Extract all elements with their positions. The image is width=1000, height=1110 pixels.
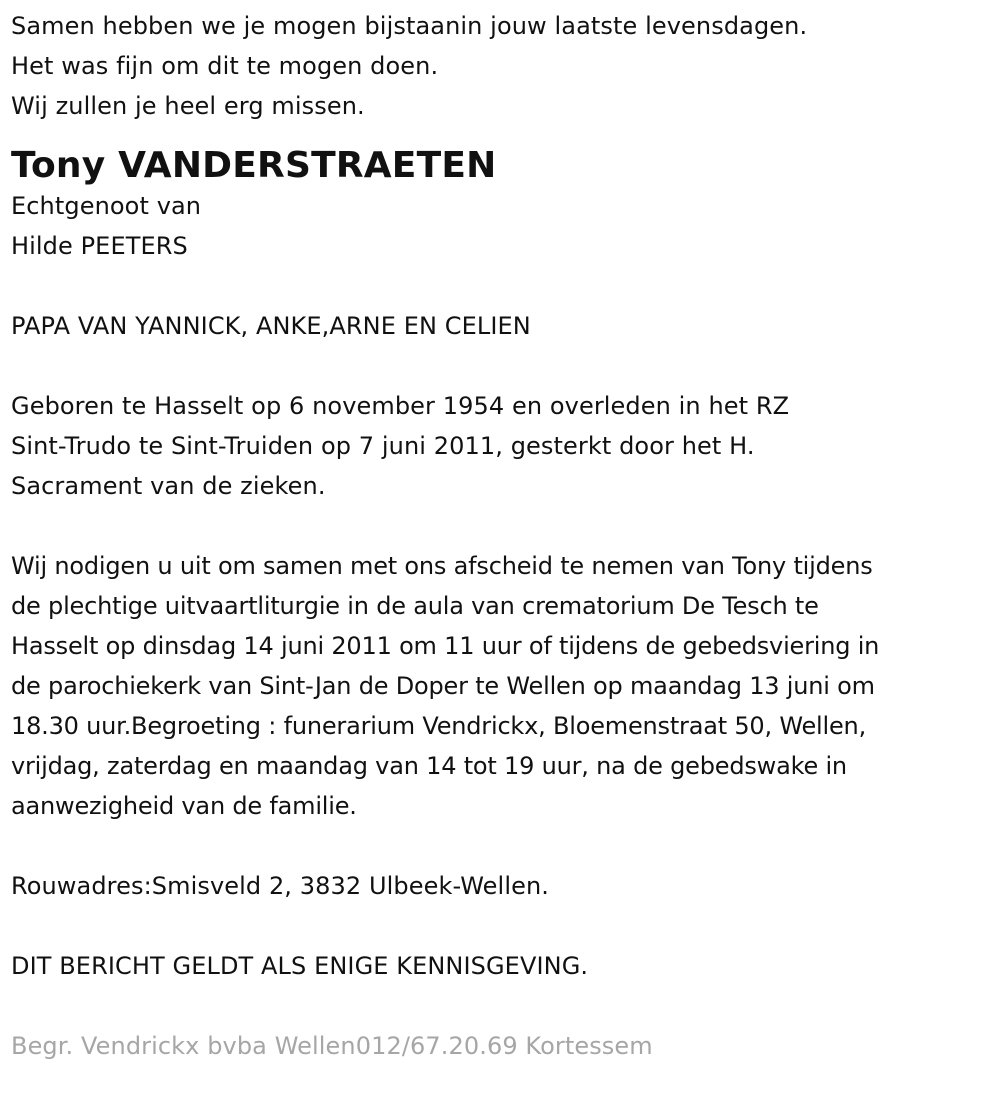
intro-line-3: Wij zullen je heel erg missen. <box>11 92 365 120</box>
birth-death-line-2: Sint-Trudo te Sint-Truiden op 7 juni 2011, gesterkt door het H. <box>11 432 755 460</box>
spacer <box>11 266 996 306</box>
relation-line-2: Hilde PEETERS <box>11 232 188 260</box>
funeral-line-6: vrijdag, zaterdag en maandag van 14 tot 19 uur, na de gebedswake in <box>11 752 847 780</box>
deceased-name: Tony VANDERSTRAETEN <box>11 145 497 186</box>
birth-death-line-3: Sacrament van de zieken. <box>11 472 326 500</box>
funeral-line-4: de parochiekerk van Sint-Jan de Doper te Wellen op maandag 13 juni om <box>11 672 875 700</box>
spacer <box>11 346 996 386</box>
funeral-line-5: 18.30 uur.Begroeting : funerarium Vendrickx, Bloemenstraat 50, Wellen, <box>11 712 866 740</box>
spacer <box>11 986 996 1026</box>
notice-line: DIT BERICHT GELDT ALS ENIGE KENNISGEVING. <box>11 952 589 980</box>
spacer <box>11 826 996 866</box>
funeral-home-footer: Begr. Vendrickx bvba Wellen012/67.20.69 Kortessem <box>11 1032 653 1060</box>
spacer <box>11 906 996 946</box>
intro-line-1: Samen hebben we je mogen bijstaanin jouw laatste levensdagen. <box>11 12 808 40</box>
birth-death-line-1: Geboren te Hasselt op 6 november 1954 en overleden in het RZ <box>11 392 790 420</box>
funeral-line-7: aanwezigheid van de familie. <box>11 792 357 820</box>
mourning-address: Rouwadres:Smisveld 2, 3832 Ulbeek-Wellen. <box>11 872 549 900</box>
intro-line-2: Het was fijn om dit te mogen doen. <box>11 52 439 80</box>
children-line: PAPA VAN YANNICK, ANKE,ARNE EN CELIEN <box>11 312 531 340</box>
spacer <box>11 506 996 546</box>
relation-line-1: Echtgenoot van <box>11 192 202 220</box>
obituary-notice <box>11 6 996 1066</box>
funeral-line-3: Hasselt op dinsdag 14 juni 2011 om 11 uur of tijdens de gebedsviering in <box>11 632 880 660</box>
funeral-line-2: de plechtige uitvaartliturgie in de aula van crematorium De Tesch te <box>11 592 819 620</box>
funeral-line-1: Wij nodigen u uit om samen met ons afscheid te nemen van Tony tijdens <box>11 552 873 580</box>
